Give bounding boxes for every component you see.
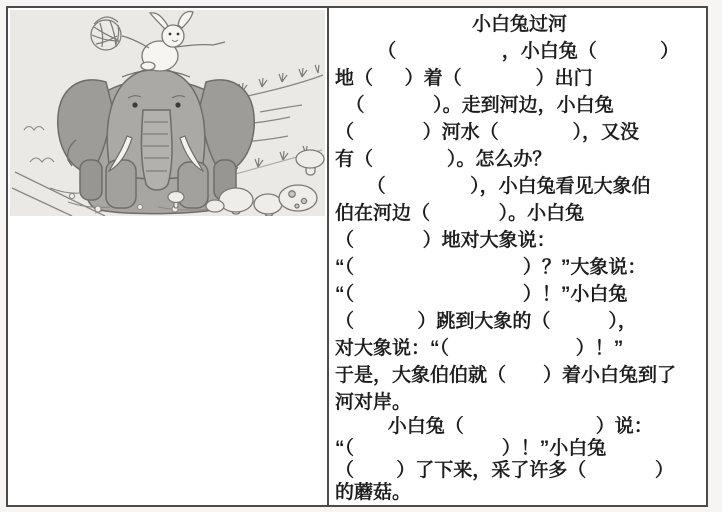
text-line: （ ，小白兔（ ）: [335, 41, 680, 62]
text-line: （ ），小白兔看见大象伯: [335, 176, 651, 197]
elephant-rabbit-drawing: [10, 10, 325, 216]
text-line: 河对岸。: [335, 392, 412, 413]
worksheet-title: 小白兔过河: [471, 14, 567, 35]
text-line: （ ）地对大象说：: [335, 230, 556, 251]
text-line: 有（ ）。怎么办？: [335, 149, 552, 170]
text-line: “（ ）！”小白兔: [335, 284, 628, 305]
text-line: 于是，大象伯伯就（ ）着小白兔到了: [335, 365, 676, 386]
text-line: （ ）河水（ ），又没: [335, 122, 640, 143]
text-line: （ ）了下来，采了许多（ ）: [335, 460, 674, 481]
text-line: 小白兔（ ）说：: [335, 416, 653, 437]
text-line: （ ）跳到大象的（ ），: [335, 311, 637, 332]
text-line: 的蘑菇。: [335, 482, 412, 503]
text-line: “（ ）？”大象说：: [335, 257, 647, 278]
story-paragraph-1: [335, 38, 704, 416]
text-line: 伯在河边（ ）。小白兔: [335, 203, 585, 224]
text-line: 对大象说：“（ ）！”: [335, 338, 624, 359]
illustration-cell: [8, 8, 327, 505]
elephant-rabbit-illustration: [10, 10, 325, 216]
worksheet-table: [6, 6, 708, 507]
story-paragraph-2: [335, 416, 704, 504]
text-line: “（ ）！”小白兔: [335, 438, 607, 459]
text-line: （ ）。走到河边，小白兔: [335, 95, 614, 116]
text-cell: [327, 8, 706, 505]
text-line: 地（ ）着（ ）出门: [335, 68, 593, 89]
